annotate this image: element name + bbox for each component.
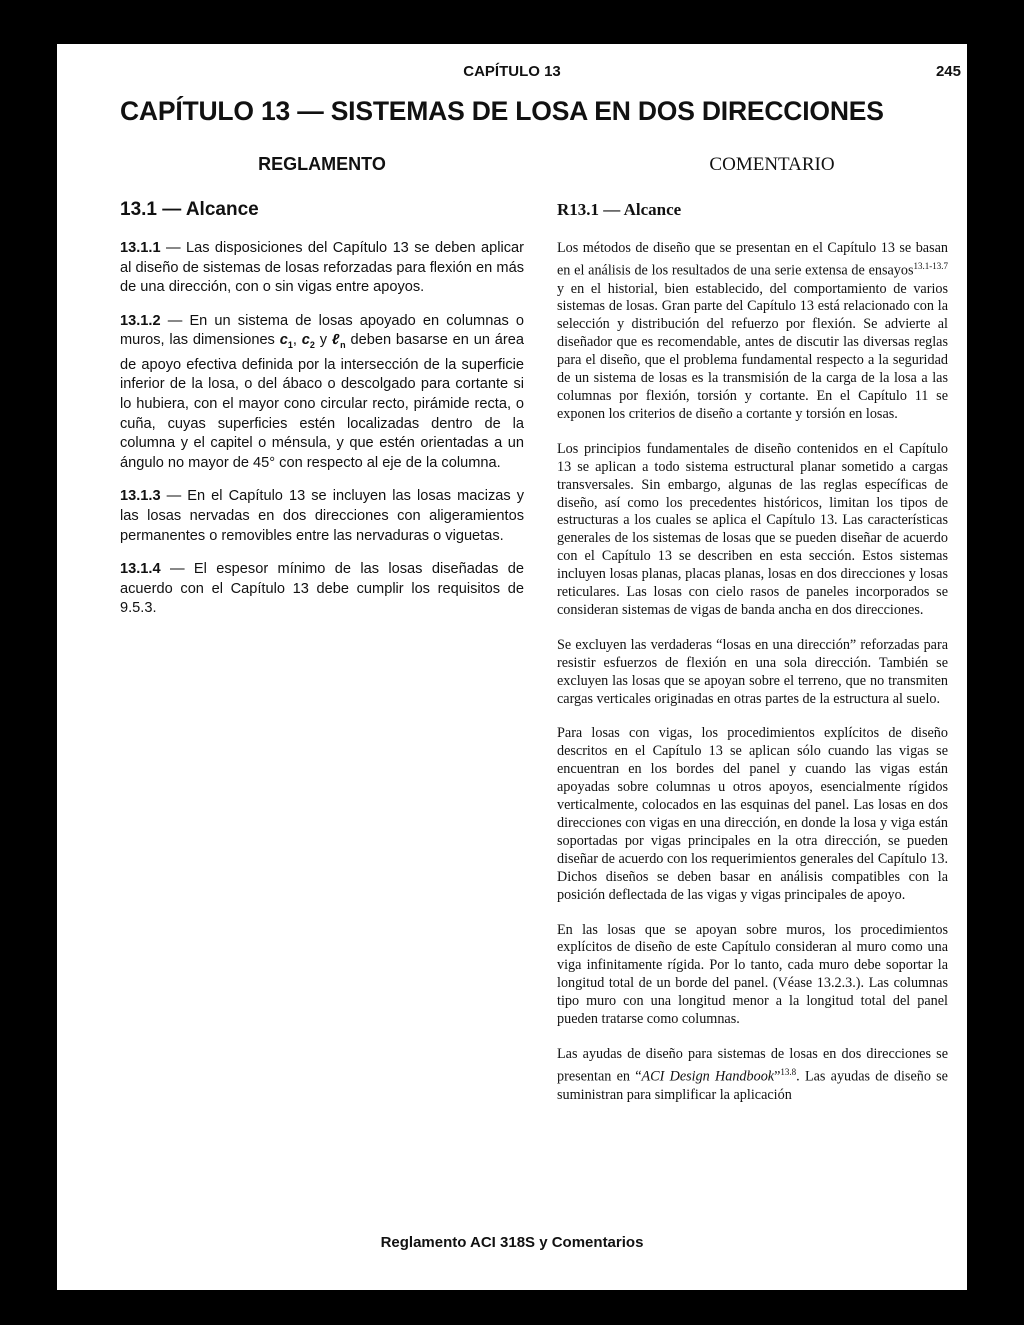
commentary-paragraph: Los métodos de diseño que se presentan en el Capítulo 13 se basan en el análisis de los resultados de una serie extensa de ensayos$^{13.1-13.7}$ y en el historial, bien establecido, del comportamiento de varios sistemas de losas. Gran parte del Capítulo 13 está relacionado con la selección y distribución del refuerzo por flexión. Se advierte al diseñador que es recomendable, antes de discutir las diversas reglas para el diseño, que el problema fundamental respecto a la seguridad de un sistema de losas es la transmisión de la carga de la losa a las columnas por flexión, torsión y cortante. En el Capítulo 11 se exponen los criterios de diseño a cortante y torsión en losas.	[557, 240, 948, 422]
commentary-paragraph: En las losas que se apoyan sobre muros, los procedimientos explícitos de diseño de este Capítulo consideran al muro como una viga infinitamente rígida. Por lo tanto, cada muro debe soportar la longitud total de un borde del panel. (Véase 13.2.3.). Las columnas tipo muro con una longitud menor a la longitud total del panel pueden tratarse como columnas.	[557, 921, 948, 1028]
commentary-paragraph: Los principios fundamentales de diseño contenidos en el Capítulo 13 se aplican a todo sistema estructural planar sometido a cargas transversales. Sin embargo, algunas de las reglas específicas de diseño, así como los precedentes históricos, limitan los tipos de estructuras a los cuales se aplica el Capítulo 13. Las características generales de los sistemas de losas que se pueden diseñar de acuerdo con el Capítulo 13 se describen en esta sección. Estos sistemas incluyen losas planas, placas planas, losas en dos direcciones y losas reticulares. Las losas con cielo rasos de paneles incorporados se consideran sistemas de vigas de banda ancha en dos direcciones.	[557, 440, 948, 618]
symbol-ln: ℓ	[331, 332, 341, 349]
commentary-paragraph: Las ayudas de diseño para sistemas de losas en dos direcciones se presentan en “ACI Design Handbook”$^{13.8}$. Las ayudas de diseño se suministran para simplificar la aplicación	[557, 1045, 948, 1103]
symbol-c2: c	[301, 332, 310, 349]
reglamento-heading: REGLAMENTO	[258, 154, 386, 174]
separator: ,	[292, 332, 302, 349]
chapter-title: CAPÍTULO 13 — SISTEMAS DE LOSA EN DOS DIRECCIONES	[120, 96, 884, 126]
symbol-c1-sub: 1	[287, 340, 293, 351]
handbook-title: ACI Design Handbook	[641, 1068, 775, 1085]
section-title-left: 13.1 — Alcance	[120, 199, 259, 220]
clause-number: 13.1.3	[120, 488, 161, 505]
commentary-paragraph: Para losas con vigas, los procedimientos explícitos de diseño descritos en el Capítulo 13 se aplican sólo cuando las vigas se encuentran en los bordes del panel y cuando las vigas están apoyadas sobre columnas u otros apoyos, esencialmente rígidos verticalmente, colocados en las esquinas del panel. Las losas en dos direcciones con vigas en una dirección, en donde la losa y viga están soportadas por vigas principales en la otra dirección, se pueden diseñar de acuerdo con los requerimientos generales del Capítulo 13. Dichos diseños se deben basar en análisis compatibles con la posición deflectada de las vigas y vigas principales de apoyo.	[557, 725, 948, 903]
commentary-paragraph: Se excluyen las verdaderas “losas en una dirección” reforzadas para resistir esfuerzos de flexión en una sola dirección. También se excluyen las losas que se apoyan sobre el terreno, que no transmiten cargas verticales originadas en otras partes de la estructura al suelo.	[557, 636, 948, 707]
reglamento-column	[120, 239, 524, 633]
clause-number: 13.1.4	[120, 561, 161, 578]
clause-13-1-1	[120, 239, 524, 298]
clause-text: deben basarse en un área de apoyo efectiva definida por la intersección de la superficie inferior de la losa, o del ábaco o descolgado para cortante si lo hubiera, con el mayor cono circular recto, pirámide recta, o cuña, cuyas superficies estén localizadas dentro de la columna y el capitel o ménsula, y que estén orientadas a un ángulo no mayor de 45° con respecto al eje de la columna.	[120, 332, 524, 471]
section-title-right: R13.1 — Alcance	[557, 200, 682, 219]
page-footer: Reglamento ACI 318S y Comentarios	[380, 1234, 644, 1251]
comentario-heading: COMENTARIO	[709, 154, 835, 175]
clause-number: 13.1.1	[120, 240, 161, 256]
clause-text: — Las disposiciones del Capítulo 13 se deben aplicar al diseño de sistemas de losas reforzadas para flexión en más de una dirección, con o sin vigas entre apoyos.	[120, 240, 524, 296]
running-title: CAPÍTULO 13	[463, 63, 561, 80]
symbol-c1: c	[279, 332, 288, 349]
conjunction: y	[314, 332, 332, 349]
clause-text: — En el Capítulo 13 se incluyen las losas macizas y las losas nervadas en dos direcciones con aligeramientos permanentes o removibles entre las nervaduras o viguetas.	[120, 488, 524, 544]
symbol-c2-sub: 2	[309, 340, 315, 351]
page-number: 245	[935, 63, 961, 80]
clause-13-1-3	[120, 487, 524, 546]
clause-text: — En un sistema de losas apoyado en columnas o muros, las dimensiones	[120, 312, 524, 349]
reference-superscript: 13.8	[780, 1066, 797, 1077]
document-page	[57, 44, 967, 1290]
reference-superscript: 13.1-13.7	[913, 260, 948, 271]
running-header	[57, 63, 967, 83]
clause-text: — El espesor mínimo de las losas diseñadas de acuerdo con el Capítulo 13 debe cumplir los requisitos de 9.5.3.	[120, 561, 524, 617]
comentario-column	[557, 240, 948, 1121]
clause-13-1-4	[120, 560, 524, 619]
clause-13-1-2	[120, 312, 524, 474]
symbol-ln-sub: n	[340, 340, 346, 351]
clause-number: 13.1.2	[120, 312, 161, 329]
